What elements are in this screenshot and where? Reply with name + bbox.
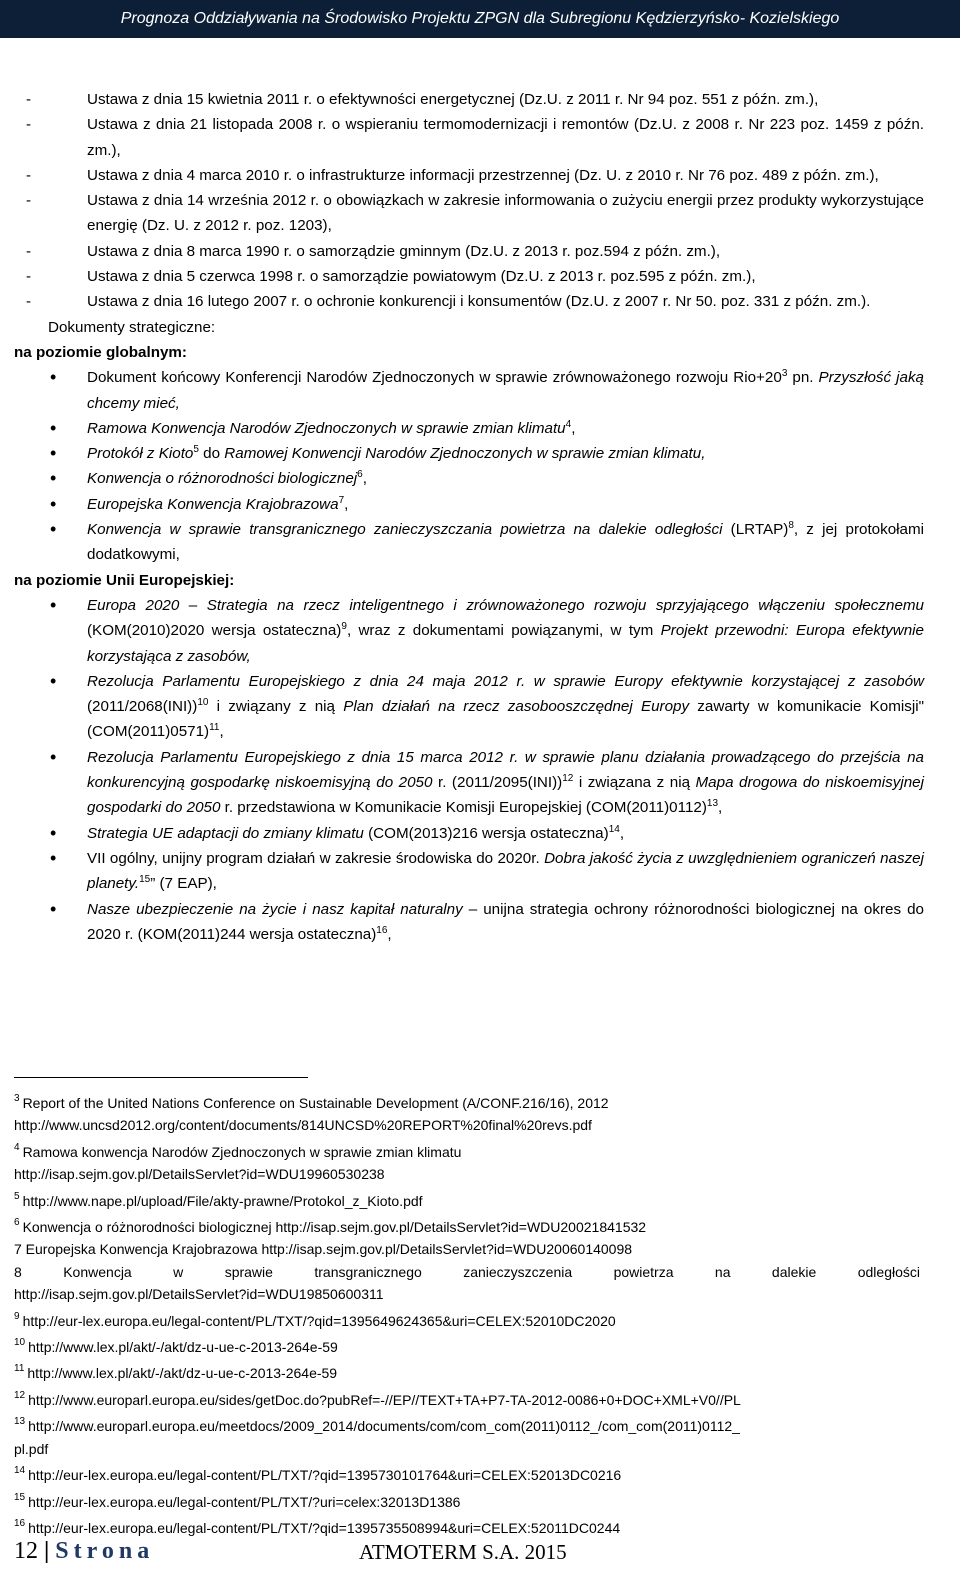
footnote — [14, 1513, 920, 1539]
footnote-link-continued[interactable]: pl.pdf — [14, 1440, 49, 1457]
footer-separator: | — [44, 1538, 50, 1564]
list-item-text: Ustawa z dnia 14 września 2012 r. o obowiązkach w zakresie informowania o zużyciu energii przez produkty wykorzystujące energię (Dz. U. z 2012 r. poz. 1203), — [87, 192, 924, 235]
footnote-number: 12 — [14, 1389, 26, 1401]
item-title: Konwencja o różnorodności biologicznej — [87, 470, 358, 488]
item-title: Plan działań na rzecz zasobooszczędnej Europy — [343, 698, 690, 716]
item-title: Strategia UE adaptacji do zmiany klimatu — [87, 824, 364, 842]
footnote-link[interactable]: http://www.lex.pl/akt/-/akt/dz-u-ue-c-2013-264e-59 — [27, 1365, 338, 1382]
item-text: , — [718, 799, 723, 817]
footnote — [14, 1385, 920, 1411]
item-title: Przyszłość jaką chcemy mieć, — [87, 369, 924, 412]
footnote-ref: 4 — [565, 418, 572, 430]
footnote — [14, 1088, 920, 1114]
item-text: (2011/2068(INI)) — [87, 698, 198, 716]
page-number: 12 — [14, 1538, 38, 1564]
header-title: Prognoza Oddziaływania na Środowisko Projektu ZPGN dla Subregionu Kędzierzyńsko- Kozielskiego — [120, 10, 840, 27]
list-item — [14, 365, 924, 416]
bullet-marker: • — [50, 746, 57, 767]
footnote-number: 5 — [14, 1190, 20, 1202]
eu-documents-list — [14, 593, 924, 947]
list-item-text: Ustawa z dnia 21 listopada 2008 r. o wspieraniu termomodernizacji i remontów (Dz.U. z 2008 r. Nr 223 poz. 1459 z późn. zm.), — [87, 116, 924, 159]
list-item — [14, 163, 924, 188]
footnote-number: 11 — [14, 1363, 25, 1375]
footnote — [14, 1358, 920, 1384]
item-text: zawarty w komunikacie Komisji" (COM(2011)0571) — [87, 698, 925, 741]
list-item — [14, 289, 924, 314]
item-text: (COM(2013)216 wersja ostateczna) — [363, 824, 609, 842]
bullet-marker: • — [50, 847, 57, 868]
item-title: Ramowej Konwencji Narodów Zjednoczonych w sprawie zmian klimatu, — [224, 445, 706, 463]
footnote-ref: 16 — [376, 924, 388, 936]
footnote-text: 8 Konwencja w sprawie transgranicznego zanieczyszczenia powietrza na dalekie odległości — [14, 1263, 920, 1280]
footnote — [14, 1487, 920, 1513]
footnote-text: Ramowa konwencja Narodów Zjednoczonych w sprawie zmian klimatu — [22, 1143, 462, 1160]
list-item-text: Ustawa z dnia 5 czerwca 1998 r. o samorządzie powiatowym (Dz.U. z 2013 r. poz.595 z późn. zm.), — [87, 268, 756, 286]
item-text: Dokument końcowy Konferencji Narodów Zjednoczonych w sprawie zrównoważonego rozwoju Rio+20 — [87, 369, 782, 387]
bullet-marker: • — [50, 493, 57, 514]
list-item-text: Ustawa z dnia 16 lutego 2007 r. o ochronie konkurencji i konsumentów (Dz.U. z 2007 r. Nr 50. poz. 331 z późn. zm.). — [87, 293, 871, 311]
item-title: Mapa drogowa do niskoemisyjnej gospodarki do 2050 — [87, 774, 924, 817]
item-text: (KOM(2010)2020 wersja ostateczna) — [87, 622, 342, 640]
item-text: (LRTAP) — [722, 521, 789, 539]
item-title: Dobra jakość życia z uwzględnieniem ograniczeń naszej planety. — [87, 849, 924, 893]
item-text: pn. — [787, 369, 819, 387]
item-title: Europa 2020 – Strategia na rzecz inteligentnego i zrównoważonego rozwoju sprzyjającego włączeniu społecznemu — [87, 596, 924, 614]
item-text: i związany z nią — [208, 698, 344, 716]
footnote-ref: 11 — [209, 722, 220, 734]
footnote-link[interactable]: http://isap.sejm.gov.pl/DetailsServlet?id=WDU19850600311 — [14, 1286, 384, 1303]
item-text: ” (7 EAP), — [150, 875, 217, 893]
footnote — [14, 1411, 920, 1437]
dash-marker: - — [26, 91, 32, 108]
footnote-number: 16 — [14, 1517, 26, 1529]
list-item-text: Ustawa z dnia 4 marca 2010 r. o infrastrukturze informacji przestrzennej (Dz. U. z 2010 r. Nr 76 poz. 489 z późn. zm.), — [87, 166, 879, 184]
footnote-divider — [14, 1077, 308, 1078]
bullet-marker: • — [50, 443, 57, 464]
footnote-ref: 10 — [197, 697, 209, 709]
list-item — [14, 112, 924, 163]
footnote — [14, 1212, 920, 1238]
list-item — [14, 846, 924, 897]
global-documents-list — [14, 365, 924, 567]
footnote-number: 4 — [14, 1141, 20, 1153]
footnote-link[interactable]: http://eur-lex.europa.eu/legal-content/PL/TXT/?qid=1395730101764&uri=CELEX:52013DC0216 — [28, 1467, 622, 1484]
footnote-link[interactable]: http://www.europarl.europa.eu/sides/getDoc.do?pubRef=-//EP//TEXT+TA+P7-TA-2012-0086+0+DOC+XML+V0//PL — [28, 1391, 741, 1408]
list-item — [14, 897, 924, 948]
footnote — [14, 1306, 920, 1332]
item-text: , — [344, 495, 349, 513]
footnote-number: 3 — [14, 1093, 20, 1104]
footnote-ref: 3 — [781, 368, 788, 380]
bullet-marker: • — [50, 417, 57, 438]
list-item — [14, 593, 924, 669]
item-title: Nasze ubezpieczenie na życie i nasz kapitał naturalny — [87, 900, 463, 918]
legal-acts-list — [14, 87, 924, 315]
footnote-ref: 9 — [341, 621, 347, 633]
list-item — [14, 745, 924, 821]
bullet-marker: • — [50, 468, 57, 489]
item-text: , — [387, 925, 392, 943]
item-title: Projekt przewodni: Europa efektywnie korzystająca z zasobów, — [87, 622, 925, 665]
footnote-ref: 6 — [357, 469, 363, 481]
dash-marker: - — [26, 166, 32, 184]
list-item-text: Ustawa z dnia 15 kwietnia 2011 r. o efektywności energetycznej (Dz.U. z 2011 r. Nr 94 poz. 551 z późn. zm.), — [87, 91, 819, 108]
footnote-text: 7 Europejska Konwencja Krajobrazowa http://isap.sejm.gov.pl/DetailsServlet?id=WDU20060140098 — [14, 1241, 633, 1258]
footnote-link[interactable]: http://eur-lex.europa.eu/legal-content/PL/TXT/?qid=1395649624365&uri=CELEX:52010DC2020 — [22, 1312, 616, 1329]
footnote-ref: 13 — [706, 798, 719, 810]
item-title: Konwencja w sprawie transgranicznego zanieczyszczania powietrza na dalekie odległości — [87, 521, 723, 539]
footnote-number: 14 — [14, 1465, 26, 1477]
list-item — [14, 821, 924, 846]
item-text: do — [198, 445, 225, 463]
item-title: Europejska Konwencja Krajobrazowa — [87, 495, 339, 513]
global-level-heading: na poziomie globalnym: — [14, 343, 187, 361]
list-item — [14, 517, 924, 568]
page-label — [14, 1538, 154, 1565]
strategic-documents-heading: Dokumenty strategiczne: — [48, 318, 216, 336]
footnote — [14, 1186, 920, 1212]
item-text: r. (2011/2095(INI)) — [432, 774, 563, 792]
item-text: , — [571, 419, 576, 437]
footnote-link[interactable]: http://www.europarl.europa.eu/meetdocs/2009_2014/documents/com/com_com(2011)0112_/com_com(2011)0112_ — [28, 1418, 740, 1435]
footnote-link[interactable]: http://eur-lex.europa.eu/legal-content/PL/TXT/?qid=1395735508994&uri=CELEX:52011DC0244 — [28, 1519, 621, 1536]
item-text: , — [362, 470, 367, 488]
footnote-link[interactable]: http://www.nape.pl/upload/File/akty-prawne/Protokol_z_Kioto.pdf — [22, 1192, 423, 1209]
footnote-ref: 12 — [562, 772, 574, 784]
dash-marker: - — [26, 116, 32, 134]
item-text: , z jej protokołami dodatkowymi, — [87, 521, 925, 564]
document-body — [14, 87, 924, 947]
item-text: VII ogólny, unijny program działań w zakresie środowiska do 2020r. — [87, 849, 545, 867]
footnote-number: 6 — [14, 1217, 20, 1229]
footnote-number: 10 — [14, 1337, 26, 1349]
list-item — [14, 188, 924, 239]
footnote-text: Konwencja o różnorodności biologicznej http://isap.sejm.gov.pl/DetailsServlet?id=WDU20021841532 — [22, 1219, 647, 1236]
footnote-number: 9 — [14, 1310, 20, 1322]
item-text: i związana z nią — [573, 774, 696, 792]
dash-marker: - — [26, 242, 32, 260]
footnote-number: 13 — [14, 1416, 26, 1428]
footnote — [14, 1460, 920, 1486]
footnote-text: Report of the United Nations Conference on Sustainable Development (A/CONF.216/16), 2012 — [22, 1095, 609, 1111]
page-footer — [14, 1538, 594, 1572]
item-text: , — [619, 824, 625, 842]
list-item — [14, 492, 924, 517]
page-word: Strona — [55, 1538, 155, 1564]
footnote-link[interactable]: http://isap.sejm.gov.pl/DetailsServlet?id=WDU19960530238 — [14, 1166, 385, 1183]
list-item — [14, 669, 924, 745]
footnote — [14, 1137, 920, 1163]
footnote-link[interactable]: http://www.lex.pl/akt/-/akt/dz-u-ue-c-2013-264e-59 — [28, 1339, 338, 1356]
item-title: Rezolucja Parlamentu Europejskiego z dnia 24 maja 2012 r. w sprawie Europy efektywnie korzystającej z zasobów — [87, 672, 924, 690]
footnote-ref: 7 — [338, 494, 345, 506]
footnote-number: 15 — [14, 1491, 26, 1503]
bullet-marker: • — [50, 519, 57, 540]
list-item — [14, 239, 924, 264]
bullet-marker: • — [50, 822, 57, 843]
footnote-ref: 5 — [193, 444, 199, 456]
dash-marker: - — [26, 293, 32, 311]
footnotes-section — [14, 1088, 920, 1539]
list-item-text: Ustawa z dnia 8 marca 1990 r. o samorządzie gminnym (Dz.U. z 2013 r. poz.594 z późn. zm.), — [87, 242, 721, 260]
list-item — [14, 264, 924, 289]
page-header — [0, 0, 960, 38]
footnote — [14, 1332, 920, 1358]
company-name: ATMOTERM S.A. 2015 — [359, 1540, 567, 1564]
bullet-marker: • — [50, 670, 57, 691]
bullet-marker: • — [50, 898, 57, 919]
footnote-ref: 15 — [139, 874, 151, 886]
list-item — [14, 416, 924, 441]
item-text: , — [219, 723, 224, 741]
footnote-ref: 8 — [788, 519, 794, 531]
bullet-marker: • — [50, 594, 57, 615]
item-title: Rezolucja Parlamentu Europejskiego z dnia 15 marca 2012 r. w sprawie planu działania prowadzącego do przejścia na konkurencyjną gospodarkę niskoemisyjną do 2050 — [87, 748, 924, 792]
item-title: Protokół z Kioto — [87, 445, 194, 463]
eu-level-heading: na poziomie Unii Europejskiej: — [14, 571, 235, 589]
dash-marker: - — [26, 192, 32, 210]
item-title: Ramowa Konwencja Narodów Zjednoczonych w sprawie zmian klimatu — [87, 419, 566, 437]
item-text: – unijna strategia ochrony różnorodności biologicznej na okres do 2020 r. (KOM(2011)244 wersja ostateczna) — [87, 900, 924, 943]
footnote-link[interactable]: http://www.uncsd2012.org/content/documents/814UNCSD%20REPORT%20final%20revs.pdf — [14, 1117, 592, 1134]
list-item — [14, 466, 924, 491]
dash-marker: - — [26, 268, 32, 286]
footnote-ref: 14 — [608, 823, 620, 835]
item-text: r. przedstawiona w Komunikacie Komisji Europejskiej (COM(2011)0112) — [220, 799, 707, 817]
item-text: , wraz z dokumentami powiązanymi, w tym — [346, 622, 661, 640]
list-item — [14, 441, 924, 466]
list-item — [14, 87, 924, 112]
bullet-marker: • — [50, 367, 57, 388]
footnote-link[interactable]: http://eur-lex.europa.eu/legal-content/PL/TXT/?uri=celex:32013D1386 — [28, 1493, 461, 1510]
